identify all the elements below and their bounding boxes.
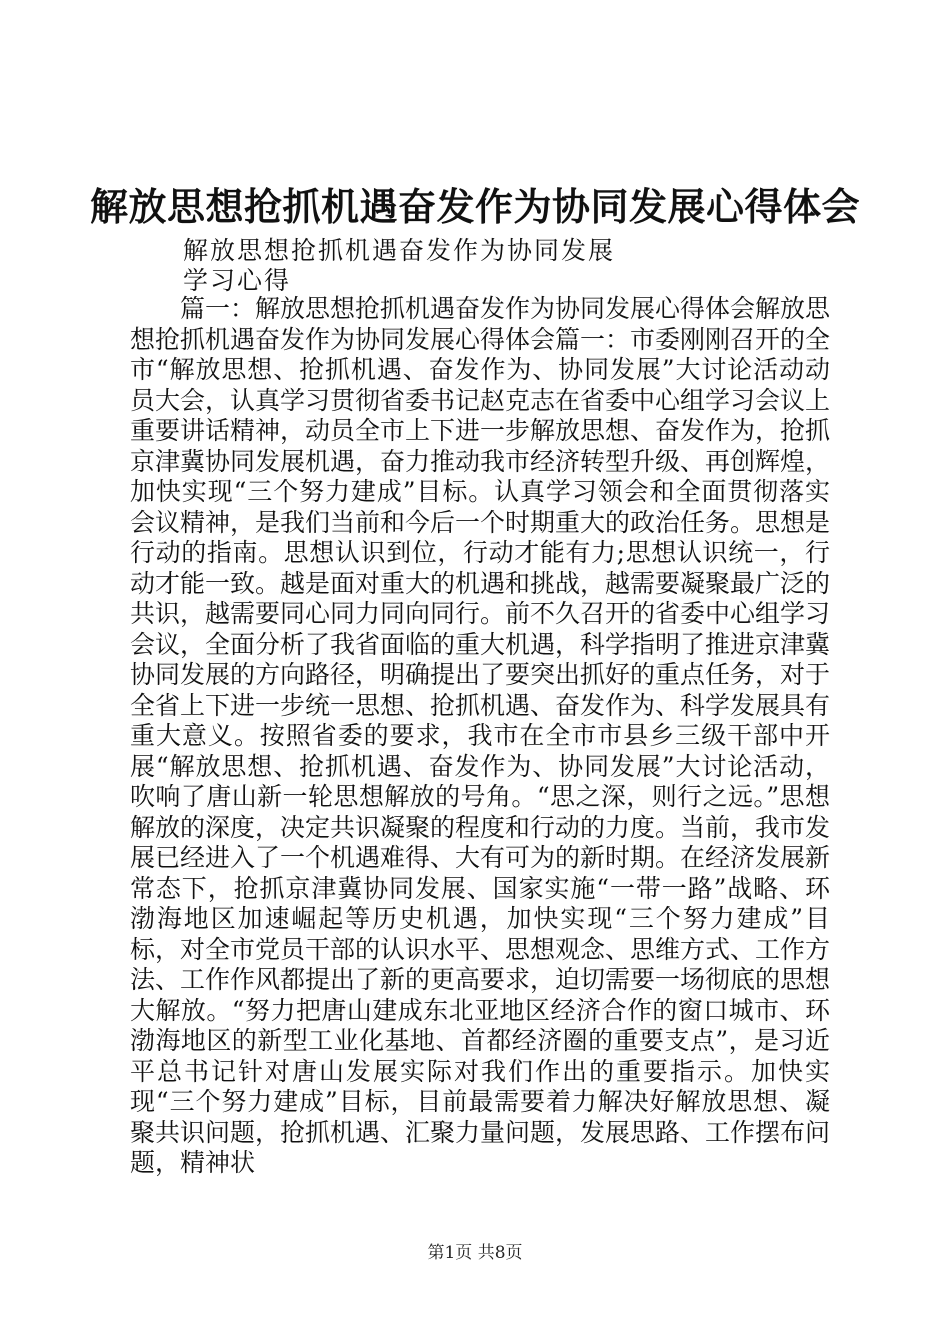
document-title: 解放思想抢抓机遇奋发作为协同发展心得体会 (89, 185, 860, 229)
document-body: 篇一：解放思想抢抓机遇奋发作为协同发展心得体会解放思想抢抓机遇奋发作为协同发展心得体会篇一：市委刚刚召开的全市“解放思想、抢抓机遇、奋发作为、协同发展”大讨论活动动员大会，认真学习贯彻省委书记赵克志在省委中心组学习会议上重要讲话精神，动员全市上下进一步解放思想、奋发作为，抢抓京津冀协同发展机遇，奋力推动我市经济转型升级、再创辉煌，加快实现“三个努力建成”目标。认真学习领会和全面贯彻落实会议精神，是我们当前和今后一个时期重大的政治任务。思想是行动的指南。思想认识到位，行动才能有力;思想认识统一，行动才能一致。越是面对重大的机遇和挑战，越需要凝聚最广泛的共识，越需要同心同力同向同行。前不久召开的省委中心组学习会议，全面分析了我省面临的重大机遇，科学指明了推进京津冀协同发展的方向路径，明确提出了要突出抓好的重点任务，对于全省上下进一步统一思想、抢抓机遇、奋发作为、科学发展具有重大意义。按照省委的要求，我市在全市市县乡三级干部中开展“解放思想、抢抓机遇、奋发作为、协同发展”大讨论活动，吹响了唐山新一轮思想解放的号角。“思之深，则行之远。”思想解放的深度，决定共识凝聚的程度和行动的力度。当前，我市发展已经进入了一个机遇难得、大有可为的新时期。在经济发展新常态下，抢抓京津冀协同发展、国家实施“一带一路”战略、环渤海地区加速崛起等历史机遇，加快实现“三个努力建成”目标，对全市党员干部的认识水平、思想观念、思维方式、工作方法、工作作风都提出了新的更高要求，迫切需要一场彻底的思想大解放。“努力把唐山建成东北亚地区经济合作的窗口城市、环渤海地区的新型工业化基地、首都经济圈的重要支点”，是习近平总书记针对唐山发展实际对我们作出的重要指示。加快实现“三个努力建成”目标，目前最需要着力解决好解放思想、凝聚共识问题，抢抓机遇、汇聚力量问题，发展思路、工作摆布问题，精神状 (130, 294, 831, 1177)
page-footer: 第1页 共8页 (427, 1243, 523, 1263)
document-subtitle: 解放思想抢抓机遇奋发作为协同发展学习心得 (183, 236, 616, 295)
